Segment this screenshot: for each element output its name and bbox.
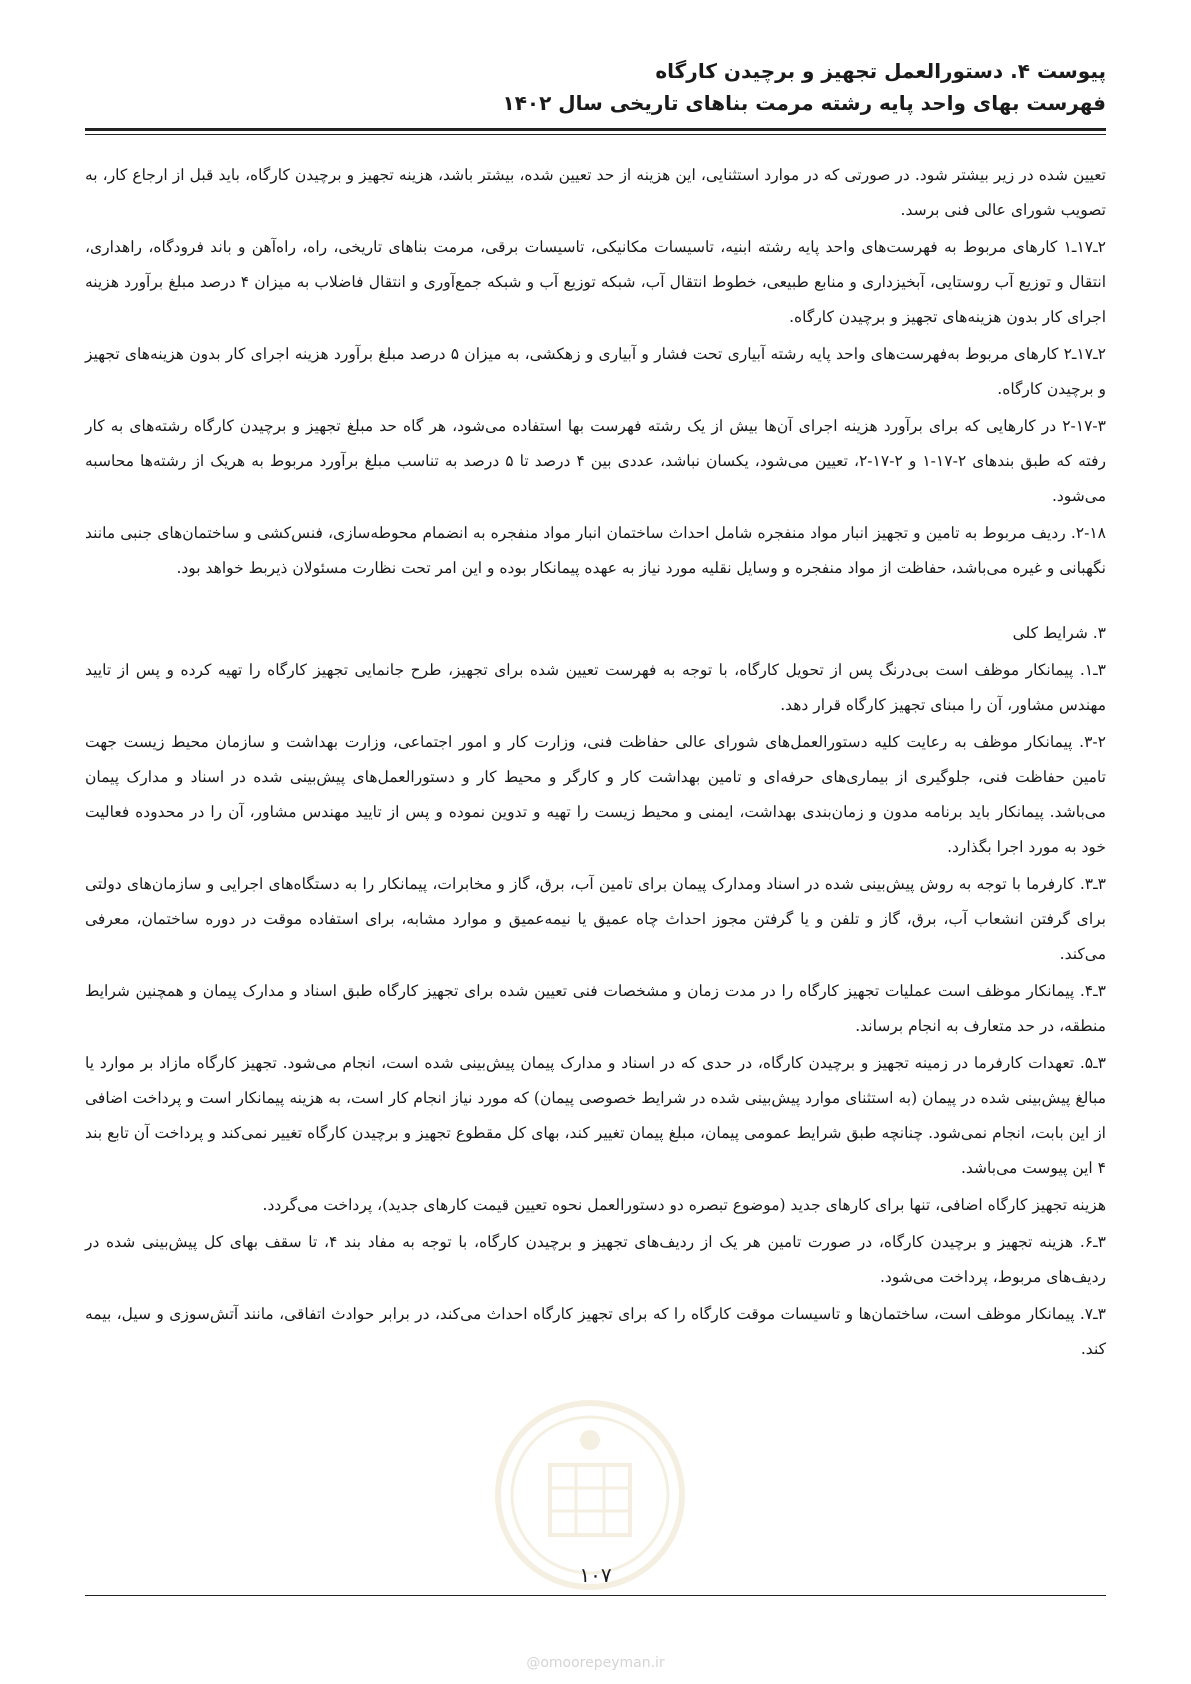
paragraph-2-17-1: ۲ـ۱۷ـ۱ کارهای مربوط به فهرست‌های واحد پایه رشته ابنیه، تاسیسات مکانیکی، تاسیسات برقی، مرمت بناهای تاریخی، راه، راه‌آهن و باند فرودگاه، راهداری، انتقال و توزیع آب روستایی، آبخیزداری و منابع طبیعی، خطوط انتقال آب، شبکه توزیع آب و شبکه جمع‌آوری و انتقال فاضلاب به میزان ۴ درصد مبلغ برآورد هزینه اجرای کار بدون هزینه‌های تجهیز و برچیدن کارگاه.: [85, 238, 1107, 326]
header-title: پیوست ۴. دستورالعمل تجهیز و برچیدن کارگاه: [655, 59, 1106, 83]
section-gap: [85, 588, 1106, 616]
header-rule-thick: [85, 128, 1106, 131]
footer-website: @omoorepeyman.ir: [526, 1655, 665, 1671]
page-number: ۱۰۷: [579, 1563, 612, 1587]
paragraph-2-17-2: ۲ـ۱۷ـ۲ کارهای مربوط به‌فهرست‌های واحد پایه رشته آبیاری تحت فشار و آبیاری و زهکشی، به میزان ۵ درصد مبلغ برآورد هزینه اجرای کار بدون هزینه‌های تجهیز و برچیدن کارگاه.: [85, 345, 1106, 398]
paragraph-3-2: ۳-۲. پیمانکار موظف به رعایت کلیه دستورالعمل‌های شورای عالی حفاظت فنی، وزارت کار و امور اجتماعی، وزارت بهداشت و سازمان محیط زیست جهت تامین حفاظت فنی، جلوگیری از بیماری‌های حرفه‌ای و تامین بهداشت کار و کارگر و محیط کار و دستورالعمل‌های پیش‌بینی شده در اسناد و مدارک پیمان می‌باشد. پیمانکار باید برنامه مدون و زمان‌بندی بهداشت، ایمنی و محیط زیست را تهیه و تدوین نموده و پس از تایید مهندس مشاور، آن را در محدوده فعالیت خود به مورد اجرا بگذارد.: [85, 733, 1106, 856]
document-body: [85, 158, 1106, 1369]
section-3-heading: ۳. شرایط کلی: [1012, 624, 1106, 642]
header-rule-thin: [85, 134, 1106, 135]
paragraph-3-4: ۳ـ۴. پیمانکار موظف است عملیات تجهیز کارگاه را در مدت زمان و مشخصات فنی تعیین شده برای تجهیز کارگاه طبق اسناد و مدارک پیمان و همچنین شرایط منطقه، در حد متعارف به انجام برساند.: [85, 982, 1106, 1035]
header-subtitle: فهرست بهای واحد پایه رشته مرمت بناهای تاریخی سال ۱۴۰۲: [502, 91, 1106, 115]
paragraph-2-17-3: ۲-۱۷-۳ در کارهایی که برای برآورد هزینه اجرای آن‌ها بیش از یک رشته فهرست بها استفاده می‌شود، هر گاه حد مبلغ تجهیز و برچیدن کارگاه رشته‌های به کار رفته که طبق بندهای ۲-۱۷-۱ و ۲-۱۷-۲، تعیین می‌شود، یکسان نباشد، عددی بین ۴ درصد تا ۵ درصد به تناسب مبلغ برآورد مربوط به هریک از رشته‌ها محاسبه می‌شود.: [85, 417, 1106, 505]
paragraph-2-18: ۲-۱۸. ردیف مربوط به تامین و تجهیز انبار مواد منفجره شامل احداث ساختمان انبار مواد منفجره به انضمام محوطه‌سازی، فنس‌کشی و ساختمان‌های جنبی مانند نگهبانی و غیره می‌باشد، حفاظت از مواد منفجره و وسایل نقلیه مورد نیاز به عهده پیمانکار بوده و این امر تحت نظارت مسئولان ذیربط خواهد بود.: [85, 524, 1106, 577]
paragraph-3-1: ۳ـ۱. پیمانکار موظف است بی‌درنگ پس از تحویل کارگاه، با توجه به فهرست تعیین شده برای تجهیز، طرح جانمایی تجهیز کارگاه را تهیه کرده و پس از تایید مهندس مشاور، آن را مبنای تجهیز کارگاه قرار دهد.: [85, 661, 1106, 714]
paragraph-3-5-extra: هزینه تجهیز کارگاه اضافی، تنها برای کارهای جدید (موضوع تبصره دو دستورالعمل نحوه تعیین قیمت کارهای جدید)، پرداخت می‌گردد.: [262, 1196, 1106, 1214]
paragraph-3-6: ۳ـ۶. هزینه تجهیز و برچیدن کارگاه، در صورت تامین هر یک از ردیف‌های تجهیز و برچیدن کارگاه، با توجه به مفاد بند ۴، تا سقف بهای کل پیش‌بینی شده در ردیف‌های مربوط، پرداخت می‌شود.: [85, 1233, 1106, 1286]
footer-rule: [85, 1595, 1106, 1596]
paragraph-3-3: ۳ـ۳. کارفرما با توجه به روش پیش‌بینی شده در اسناد ومدارک پیمان برای تامین آب، برق، گاز و مخابرات، پیمانکار را به دستگاه‌های اجرایی و سازمان‌های دولتی برای گرفتن انشعاب آب، برق، گاز و تلفن و یا گرفتن مجوز احداث چاه عمیق یا نیمه‌عمیق و موارد مشابه، برای استفاده موقت در دوره ساختمان، معرفی می‌کند.: [85, 875, 1106, 963]
page-header: [85, 55, 1106, 119]
paragraph-3-5: ۳ـ۵. تعهدات کارفرما در زمینه تجهیز و برچیدن کارگاه، در حدی که در اسناد و مدارک پیمان پیش‌بینی شده است، انجام می‌شود. تجهیز کارگاه مازاد بر موارد یا مبالغ پیش‌بینی شده در پیمان (به استثنای موارد پیش‌بینی شده در شرایط خصوصی پیمان) که مورد نیاز انجام کار است، به هزینه پیمانکار است و پرداخت اضافی از این بابت، انجام نمی‌شود. چنانچه طبق شرایط عمومی پیمان، مبلغ پیمان تغییر کند، بهای کل مقطوع تجهیز و برچیدن کارگاه تغییر نمی‌کند و پرداخت آن تابع بند ۴ این پیوست می‌باشد.: [85, 1054, 1106, 1177]
paragraph-intro: تعیین شده در زیر بیشتر شود. در صورتی که در موارد استثنایی، این هزینه از حد تعیین شده، بیشتر باشد، هزینه تجهیز و برچیدن کارگاه، باید قبل از ارجاع کار، به تصویب شورای عالی فنی برسد.: [85, 166, 1106, 219]
paragraph-3-7: ۳ـ۷. پیمانکار موظف است، ساختمان‌ها و تاسیسات موقت کارگاه را که برای تجهیز کارگاه احداث می‌کند، در برابر حوادث اتفاقی، مانند آتش‌سوزی و سیل، بیمه کند.: [85, 1305, 1106, 1358]
